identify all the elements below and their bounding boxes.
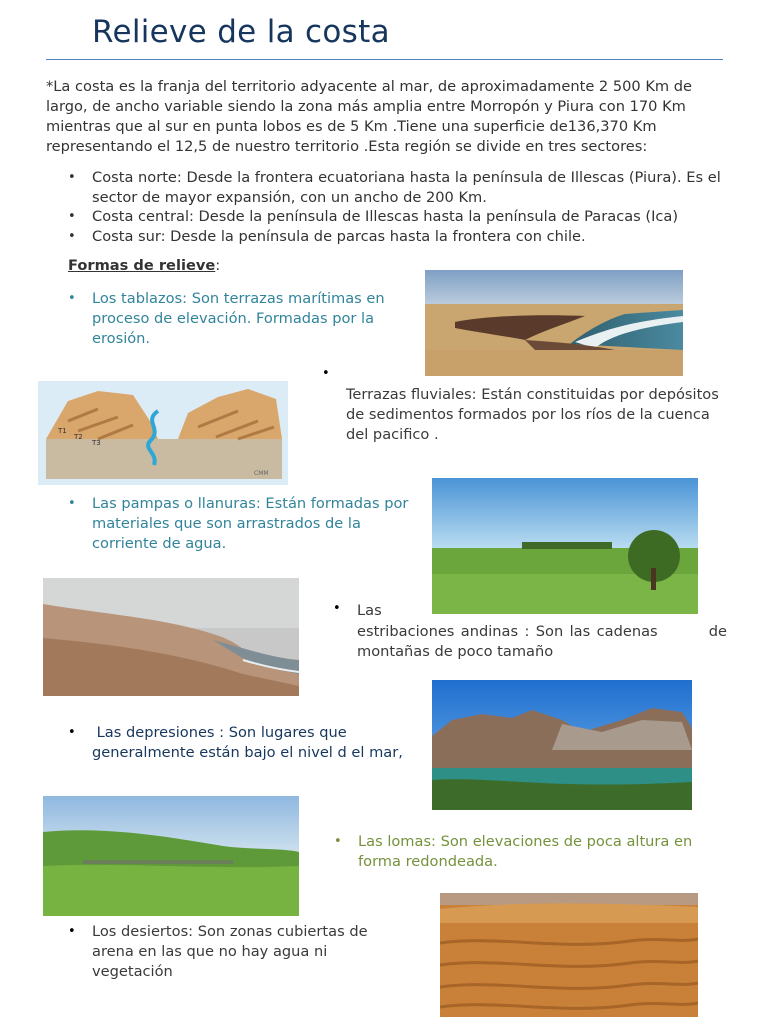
terraces-diagram <box>38 381 288 485</box>
list-item <box>46 168 736 207</box>
depresiones-text: • Las depresiones : Son lugares que generalmente están bajo el nivel d el mar, <box>68 724 403 761</box>
sector-central: Costa central: Desde la península de Illescas hasta la península de Paracas (Ica) <box>92 208 679 225</box>
diagram-credit: CMM <box>254 470 269 477</box>
bullet: • <box>68 209 76 224</box>
bullet: • <box>322 366 330 381</box>
section-heading: Formas de relieve: <box>68 257 221 274</box>
tablazos-photo <box>425 270 683 376</box>
bullet: • <box>333 601 341 616</box>
list-item <box>46 207 736 227</box>
terrace-label-t3: T3 <box>92 439 101 447</box>
depresiones-photo <box>432 680 692 810</box>
bullet: • <box>68 496 76 511</box>
terrace-label-t1: T1 <box>58 427 67 435</box>
desiertos-text: • Los desiertos: Son zonas cubiertas de arena en las que no hay agua ni vegetación <box>68 923 368 980</box>
bullet: • <box>68 291 76 306</box>
pampas-photo <box>432 478 698 614</box>
pampas-text: • Las pampas o llanuras: Están formadas por materiales que son arrastrados de la corriente de agua. <box>68 495 409 552</box>
bullet: • <box>68 725 76 740</box>
sectors-list <box>46 168 736 246</box>
list-item <box>46 227 736 247</box>
bullet: • <box>68 228 76 244</box>
terrace-label-t2: T2 <box>74 433 83 441</box>
estribaciones-text: estribaciones andinas : Son las cadenas de montañas de poco tamaño <box>357 623 732 660</box>
sector-north: Costa norte: Desde la frontera ecuatoriana hasta la península de Illescas (Piura). Es el sector de mayor expansión, con un ancho de 200 Km. <box>92 169 721 206</box>
bullet: • <box>68 170 76 185</box>
title-underline <box>46 59 723 60</box>
tablazos-text: • Los tablazos: Son terrazas marítimas en proceso de elevación. Formadas por la erosión. <box>68 290 385 347</box>
intro-paragraph: *La costa es la franja del territorio adyacente al mar, de aproximadamente 2 500 Km de largo, de ancho variable siendo la zona más amplia entre Morropón y Piura con 170 Km mientras que al sur en punta lobos es de 5 Km .Tiene una superficie de136,370 Km representando el 12,5 de nuestro territorio .Esta región se divide en tres sectores: <box>46 78 693 155</box>
page-title: Relieve de la costa <box>92 14 390 50</box>
terrazas-text: Terrazas fluviales: Están constituidas por depósitos de sedimentos formados por los ríos de la cuenca del pacifico . <box>346 386 719 443</box>
estribaciones-photo <box>43 578 299 696</box>
lomas-text: • Las lomas: Son elevaciones de poca altura en forma redondeada. <box>334 833 693 870</box>
sector-south: Costa sur: Desde la península de parcas hasta la frontera con chile. <box>92 227 586 245</box>
lomas-photo <box>43 796 299 916</box>
estribaciones-lead: Las <box>357 602 382 619</box>
bullet: • <box>334 834 342 849</box>
bullet: • <box>68 924 76 939</box>
desiertos-photo <box>440 893 698 1017</box>
